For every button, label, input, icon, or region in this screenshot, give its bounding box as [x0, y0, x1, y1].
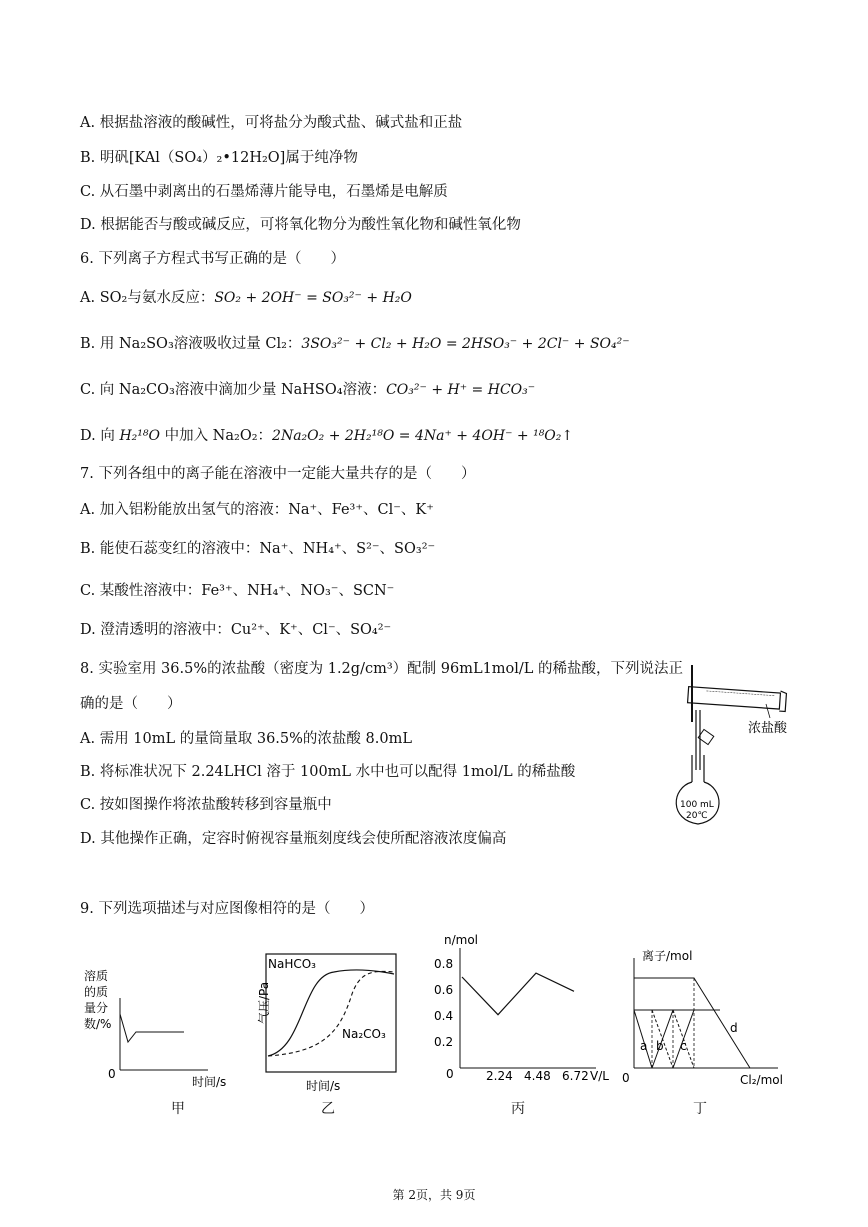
yi-series-na2co3: Na₂CO₃ — [342, 1027, 386, 1041]
q6-a-equation: SO₂ + 2OH⁻ = SO₃²⁻ + H₂O — [214, 290, 412, 306]
q8-stem-line2: 确的是（ ） — [80, 696, 182, 712]
ding-label-d: d — [730, 1021, 738, 1035]
q7-option-b: B. 能使石蕊变红的溶液中：Na⁺、NH₄⁺、S²⁻、SO₃²⁻ — [80, 541, 436, 557]
bing-xtick-1: 4.48 — [524, 1069, 551, 1083]
caption-yi: 乙 — [321, 1101, 335, 1117]
page-footer: 第 2页，共 9页 — [392, 1188, 476, 1202]
q7-option-a: A. 加入铝粉能放出氢气的溶液：Na⁺、Fe³⁺、Cl⁻、K⁺ — [80, 502, 434, 518]
q8-stem-line1: 8. 实验室用 36.5%的浓盐酸（密度为 1.2g/cm³）配制 96mL1mol/L 的稀盐酸，下列说法正 — [80, 661, 684, 677]
yi-xlabel: 时间/s — [306, 1079, 341, 1093]
q6-d-text1: D. 向 — [80, 428, 120, 444]
yi-ylabel: 气压/Pa — [257, 981, 271, 1024]
ding-origin: 0 — [622, 1071, 630, 1085]
caption-jia: 甲 — [171, 1101, 185, 1117]
q6-b-equation: 3SO₃²⁻ + Cl₂ + H₂O = 2HSO₃⁻ + 2Cl⁻ + SO₄²⁻ — [301, 336, 630, 352]
q8-option-d: D. 其他操作正确，定容时俯视容量瓶刻度线会使所配溶液浓度偏高 — [80, 831, 507, 847]
jia-xlabel: 时间/s — [192, 1075, 227, 1089]
q6-c-text: C. 向 Na₂CO₃溶液中滴加少量 NaHSO₄溶液： — [80, 382, 387, 398]
q6-option-a — [80, 288, 412, 308]
ding-label-b: b — [656, 1039, 664, 1053]
q5-option-a: A. 根据盐溶液的酸碱性，可将盐分为酸式盐、碱式盐和正盐 — [80, 115, 463, 131]
bing-xtick-0: 2.24 — [486, 1069, 513, 1083]
bing-xlabel: V/L — [590, 1069, 609, 1083]
ding-label-a: a — [640, 1039, 648, 1053]
bing-origin: 0 — [446, 1067, 454, 1081]
yi-series-nahco3: NaHCO₃ — [268, 957, 316, 971]
q6-d-water: H₂¹⁸O — [119, 428, 160, 444]
q6-stem: 6. 下列离子方程式书写正确的是（ ） — [80, 251, 345, 267]
ding-label-c: c — [680, 1039, 687, 1053]
bing-ylabel: n/mol — [444, 933, 479, 947]
jia-ylabel-line1: 溶质 — [84, 969, 109, 983]
bing-ytick-2: 0.4 — [434, 1009, 454, 1023]
graph-jia — [76, 958, 227, 1089]
jia-ylabel-line2: 的质 — [84, 985, 109, 999]
q8-option-b: B. 将标准状况下 2.24LHCl 溶于 100mL 水中也可以配得 1mol/L 的稀盐酸 — [80, 764, 576, 780]
q6-d-text2: 中加入 Na₂O₂： — [159, 428, 273, 444]
q8-option-a: A. 需用 10mL 的量筒量取 36.5%的浓盐酸 8.0mL — [80, 731, 412, 747]
jia-origin: 0 — [108, 1067, 116, 1081]
q5-option-b: B. 明矾[KAl（SO₄）₂•12H₂O]属于纯净物 — [80, 150, 358, 166]
q7-option-c: C. 某酸性溶液中：Fe³⁺、NH₄⁺、NO₃⁻、SCN⁻ — [80, 583, 395, 599]
bing-ytick-0: 0.8 — [434, 957, 454, 971]
jia-ylabel-line3: 量分 — [84, 1001, 109, 1015]
q7-option-d: D. 澄清透明的溶液中：Cu²⁺、K⁺、Cl⁻、SO₄²⁻ — [80, 622, 392, 638]
q6-c-equation: CO₃²⁻ + H⁺ = HCO₃⁻ — [386, 382, 536, 398]
bing-data-line — [462, 973, 574, 1015]
bing-xtick-2: 6.72 — [562, 1069, 589, 1083]
graph-bing — [426, 926, 610, 1088]
q6-option-b — [80, 334, 630, 354]
q8-apparatus-figure — [666, 660, 806, 830]
q5-option-c: C. 从石墨中剥离出的石墨烯薄片能导电，石墨烯是电解质 — [80, 184, 448, 200]
ding-xlabel: Cl₂/mol — [740, 1073, 783, 1087]
q8-label-conc-hcl: 浓盐酸 — [748, 721, 788, 736]
q8-flask-volume: 100 mL — [680, 800, 714, 810]
q8-flask-temp: 20℃ — [686, 811, 708, 821]
graph-yi — [244, 948, 404, 1098]
q8-option-c: C. 按如图操作将浓盐酸转移到容量瓶中 — [80, 797, 332, 813]
caption-bing: 丙 — [511, 1101, 525, 1117]
ding-ylabel: 离子/mol — [642, 949, 693, 963]
caption-ding: 丁 — [693, 1101, 707, 1117]
q6-d-equation: 2Na₂O₂ + 2H₂¹⁸O = 4Na⁺ + 4OH⁻ + ¹⁸O₂↑ — [272, 428, 574, 444]
q6-a-text: A. SO₂与氨水反应： — [80, 290, 215, 306]
q6-option-c — [80, 380, 535, 400]
q6-option-d — [80, 426, 573, 446]
graph-ding — [618, 940, 798, 1090]
bing-ytick-3: 0.2 — [434, 1035, 454, 1049]
jia-ylabel-line4: 数/% — [84, 1017, 112, 1031]
q7-stem: 7. 下列各组中的离子能在溶液中一定能大量共存的是（ ） — [80, 466, 476, 482]
q9-stem: 9. 下列选项描述与对应图像相符的是（ ） — [80, 901, 374, 917]
q6-b-text: B. 用 Na₂SO₃溶液吸收过量 Cl₂： — [80, 336, 302, 352]
bing-ytick-1: 0.6 — [434, 983, 454, 997]
q5-option-d: D. 根据能否与酸或碱反应，可将氧化物分为酸性氧化物和碱性氧化物 — [80, 217, 521, 233]
